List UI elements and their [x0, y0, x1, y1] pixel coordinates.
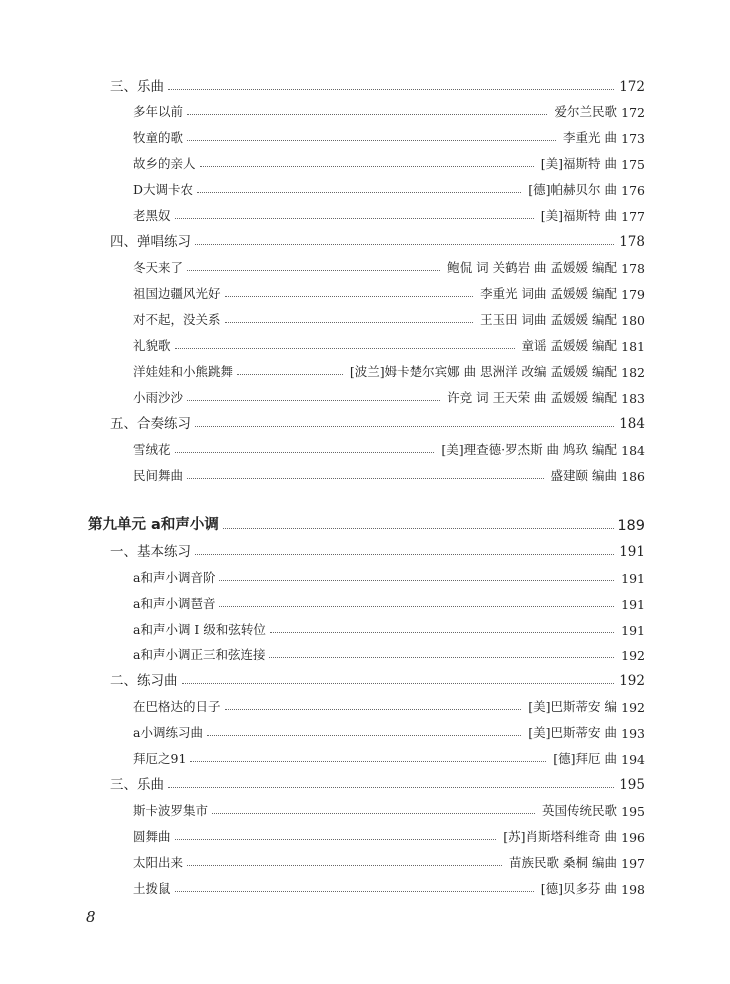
toc-entry-credit: [美]巴斯蒂安 曲	[528, 725, 617, 740]
toc-entry	[133, 849, 645, 871]
dot-leader	[270, 632, 614, 633]
toc-section-heading	[110, 771, 645, 793]
dot-leader	[195, 244, 614, 245]
toc-entry-page: 191	[621, 571, 645, 586]
toc-entry-page: 172	[619, 79, 645, 95]
dot-leader	[219, 606, 614, 607]
toc-entry-credit: 李重光 曲	[563, 130, 617, 145]
toc-entry-page: 177	[621, 209, 645, 224]
toc-entry-title: D大调卡农	[133, 182, 194, 197]
toc-entry-page: 189	[617, 518, 645, 534]
toc-entry	[133, 693, 645, 715]
toc-section-heading	[110, 667, 645, 689]
toc-entry-page: 182	[621, 365, 645, 380]
toc-section-heading	[110, 410, 645, 432]
toc-entry-credit: 爱尔兰民歌	[554, 104, 617, 119]
dot-leader	[225, 322, 474, 323]
toc-entry	[133, 98, 645, 120]
toc-entry-page: 184	[621, 443, 645, 458]
dot-leader	[168, 787, 614, 788]
toc-entry	[133, 719, 645, 741]
toc-entry	[133, 745, 645, 767]
toc-entry	[133, 436, 645, 458]
toc-entry-page: 191	[621, 597, 645, 612]
toc-entry-page: 175	[621, 157, 645, 172]
toc-entry-title: 故乡的亲人	[133, 156, 196, 171]
toc-entry-title: 小雨沙沙	[133, 390, 184, 405]
toc-entry-title: 礼貌歌	[133, 338, 171, 353]
toc-entry-title: 一、基本练习	[110, 544, 191, 560]
toc-entry	[133, 797, 645, 819]
dot-leader	[175, 348, 515, 349]
dot-leader	[175, 891, 534, 892]
dot-leader	[175, 218, 534, 219]
dot-leader	[187, 114, 547, 115]
toc-entry-title: 圆舞曲	[133, 829, 171, 844]
toc-entry-page: 173	[621, 131, 645, 146]
dot-leader	[269, 657, 614, 658]
dot-leader	[187, 140, 556, 141]
toc-entry	[133, 358, 645, 380]
dot-leader	[175, 452, 435, 453]
dot-leader	[237, 374, 343, 375]
toc-entry	[133, 124, 645, 146]
toc-entry	[133, 875, 645, 897]
toc-entry-credit: 英国传统民歌	[541, 803, 617, 818]
toc-entry-page: 183	[621, 391, 645, 406]
toc-entry-title: 二、练习曲	[110, 673, 178, 689]
toc-entry-credit: [美]福斯特 曲	[540, 208, 617, 223]
toc-entry-page: 184	[619, 416, 645, 432]
toc-entry-title: 雪绒花	[133, 442, 171, 457]
dot-leader	[200, 166, 534, 167]
toc-entry-credit: [波兰]姆卡楚尔宾娜 曲 思洲洋 改编 孟媛媛 编配	[349, 364, 617, 379]
toc-entry-page: 176	[621, 183, 645, 198]
toc-entry-credit: 鲍侃 词 关鹤岩 曲 孟媛媛 编配	[447, 260, 617, 275]
toc-entry	[133, 150, 645, 172]
toc-entry-page: 192	[619, 673, 645, 689]
toc-entry-page: 192	[621, 648, 645, 663]
toc-entry-credit: 盛建颐 编曲	[550, 468, 617, 483]
dot-leader	[187, 478, 544, 479]
toc-entry-page: 172	[621, 105, 645, 120]
dot-leader	[212, 813, 535, 814]
toc-entry-page: 178	[619, 234, 645, 250]
toc-entry-title: 多年以前	[133, 104, 184, 119]
dot-leader	[225, 709, 522, 710]
toc-entry-credit: [美]理查德·罗杰斯 曲 鸠玖 编配	[441, 442, 617, 457]
toc-entry-credit: 童谣 孟媛媛 编配	[521, 338, 617, 353]
toc-entry-page: 191	[621, 623, 645, 638]
dot-leader	[190, 761, 546, 762]
toc-entry-title: 在巴格达的日子	[133, 699, 221, 714]
toc-entry-credit: [德]贝多芬 曲	[540, 881, 617, 896]
toc-entry-credit: 李重光 词曲 孟媛媛 编配	[480, 286, 617, 301]
toc-entry-page: 179	[621, 287, 645, 302]
toc-entry-page: 191	[619, 544, 645, 560]
toc-entry-title: 拜厄之91	[133, 751, 187, 766]
dot-leader	[225, 296, 474, 297]
toc-entry-title: 五、合奏练习	[110, 416, 191, 432]
toc-entry-title: 土拨鼠	[133, 881, 171, 896]
toc-entry-title: 祖国边疆风光好	[133, 286, 221, 301]
toc-entry	[133, 823, 645, 845]
toc-entry-credit: [美]福斯特 曲	[540, 156, 617, 171]
toc-section-heading	[110, 538, 645, 560]
toc-entry	[133, 202, 645, 224]
dot-leader	[182, 683, 615, 684]
toc-entry	[133, 462, 645, 484]
toc-entry	[133, 280, 645, 302]
toc-entry-page: 186	[621, 469, 645, 484]
dot-leader	[207, 735, 521, 736]
toc-entry-page: 192	[621, 700, 645, 715]
toc-entry-title: a和声小调音阶	[133, 570, 216, 585]
toc-entry-credit: 苗族民歌 桑桐 编曲	[509, 855, 617, 870]
toc-entry-title: 对不起，没关系	[133, 312, 221, 327]
toc-entry	[133, 590, 645, 612]
toc-entry-page: 195	[619, 777, 645, 793]
toc-entry-credit: 许竞 词 王天荣 曲 孟媛媛 编配	[447, 390, 617, 405]
dot-leader	[195, 554, 614, 555]
toc-entry-title: 民间舞曲	[133, 468, 184, 483]
toc-entry	[133, 616, 645, 638]
dot-leader	[195, 426, 614, 427]
dot-leader	[197, 192, 521, 193]
toc-unit-heading	[88, 512, 645, 534]
toc-entry-page: 193	[621, 726, 645, 741]
toc-entry-credit: [苏]肖斯塔科维奇 曲	[503, 829, 617, 844]
toc-entry-page: 198	[621, 882, 645, 897]
dot-leader	[168, 89, 614, 90]
toc-section-heading	[110, 73, 645, 95]
dot-leader	[187, 400, 440, 401]
toc-entry-page: 180	[621, 313, 645, 328]
dot-leader	[175, 839, 497, 840]
toc-entry-page: 178	[621, 261, 645, 276]
toc-entry-page: 194	[621, 752, 645, 767]
toc-entry-title: 三、乐曲	[110, 777, 164, 793]
toc-entry-title: 老黑奴	[133, 208, 171, 223]
toc-entry-title: 冬天来了	[133, 260, 184, 275]
toc-entry	[133, 176, 645, 198]
toc-entry-credit: [美]巴斯蒂安 编	[528, 699, 617, 714]
toc-entry-title: 洋娃娃和小熊跳舞	[133, 364, 234, 379]
toc-section-heading	[110, 228, 645, 250]
toc-entry-credit: [德]帕赫贝尔 曲	[528, 182, 617, 197]
toc-entry-page: 195	[621, 804, 645, 819]
toc-entry	[133, 306, 645, 328]
toc-entry-page: 197	[621, 856, 645, 871]
toc-entry-title: 三、乐曲	[110, 79, 164, 95]
toc-entry-title: a和声小调 Ⅰ 级和弦转位	[133, 622, 266, 637]
toc-entry	[133, 332, 645, 354]
toc-entry-title: 第九单元 a和声小调	[88, 517, 219, 533]
toc-entry-title: a小调练习曲	[133, 725, 203, 740]
toc-entry-title: 牧童的歌	[133, 130, 184, 145]
dot-leader	[223, 528, 614, 529]
dot-leader	[219, 580, 614, 581]
toc-entry-page: 196	[621, 830, 645, 845]
page-number: 8	[86, 908, 96, 926]
toc-entry-title: 四、弹唱练习	[110, 234, 191, 250]
toc-entry-page: 181	[621, 339, 645, 354]
dot-leader	[187, 270, 440, 271]
toc-entry-title: 太阳出来	[133, 855, 184, 870]
toc-entry	[133, 641, 645, 663]
toc-entry	[133, 564, 645, 586]
toc-entry-credit: [德]拜厄 曲	[553, 751, 617, 766]
toc-entry-title: a和声小调琶音	[133, 596, 216, 611]
dot-leader	[187, 865, 502, 866]
toc-entry-title: 斯卡波罗集市	[133, 803, 209, 818]
toc-entry	[133, 384, 645, 406]
toc-entry-credit: 王玉田 词曲 孟媛媛 编配	[480, 312, 617, 327]
toc-entry-title: a和声小调正三和弦连接	[133, 647, 266, 662]
toc-entry	[133, 254, 645, 276]
